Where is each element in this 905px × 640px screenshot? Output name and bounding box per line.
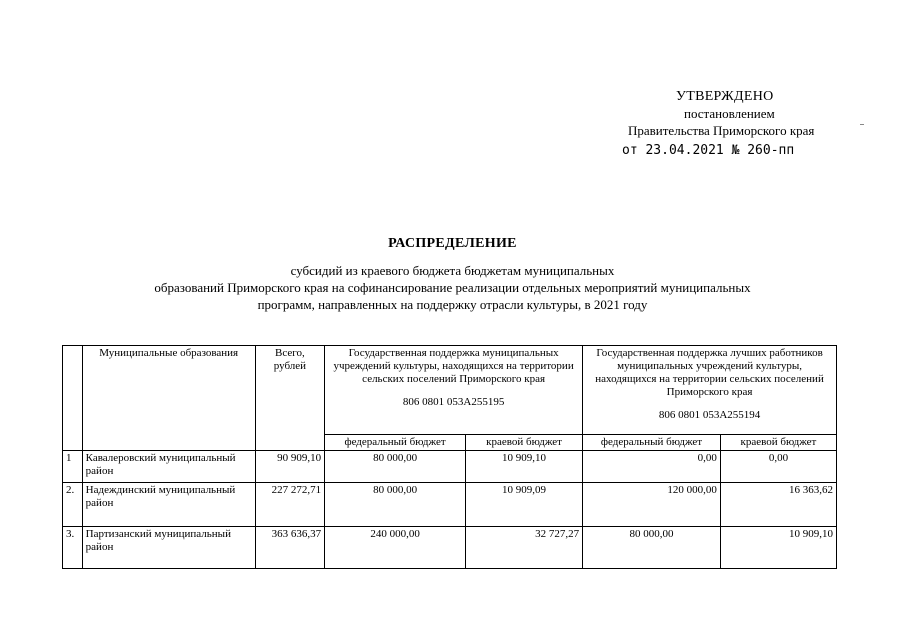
approval-block	[590, 88, 880, 159]
header-group1-code: 806 0801 053A255195	[402, 396, 505, 408]
scan-mark	[860, 124, 864, 125]
subtitle-line: субсидий из краевого бюджета бюджетам муниципальных	[290, 263, 615, 278]
header-g2-regional: краевой бюджет	[720, 435, 836, 451]
document-subtitle	[80, 262, 825, 313]
header-group1-title: Государственная поддержка муниципальных учреждений культуры, находящихся на территории сельских поселений Приморского края	[333, 347, 574, 385]
row-name: Партизанский муниципальный район	[82, 527, 255, 569]
distribution-table	[62, 345, 837, 569]
row-index: 3.	[63, 527, 83, 569]
document-title: РАСПРЕДЕЛЕНИЕ	[388, 236, 517, 251]
approval-by: постановлением	[684, 106, 775, 121]
row-g1-federal: 80 000,00	[325, 451, 466, 483]
row-total: 363 636,37	[255, 527, 324, 569]
table-row	[63, 451, 837, 483]
row-g1-federal: 240 000,00	[325, 527, 466, 569]
header-group2	[583, 346, 837, 435]
row-g2-regional: 0,00	[720, 451, 836, 483]
subtitle-line: программ, направленных на поддержку отрасли культуры, в 2021 году	[257, 297, 648, 312]
approval-date-number: от 23.04.2021 № 260-пп	[622, 143, 795, 158]
header-group1	[325, 346, 583, 435]
approval-authority: Правительства Приморского края	[628, 123, 815, 138]
header-index	[63, 346, 83, 451]
subtitle-line: образований Приморского края на софинансирование реализации отдельных мероприятий муниципальных	[154, 280, 751, 295]
row-name: Кавалеровский муниципальный район	[82, 451, 255, 483]
row-g1-regional: 10 909,10	[466, 451, 583, 483]
header-total: Всего, рублей	[255, 346, 324, 451]
row-total: 90 909,10	[255, 451, 324, 483]
row-index: 2.	[63, 483, 83, 527]
row-g1-federal: 80 000,00	[325, 483, 466, 527]
header-g2-federal: федеральный бюджет	[583, 435, 721, 451]
approval-title: УТВЕРЖДЕНО	[676, 89, 774, 104]
header-municipality: Муниципальные образования	[82, 346, 255, 451]
row-g2-federal: 0,00	[583, 451, 721, 483]
row-index: 1	[63, 451, 83, 483]
row-g1-regional: 32 727,27	[466, 527, 583, 569]
row-total: 227 272,71	[255, 483, 324, 527]
row-g2-regional: 10 909,10	[720, 527, 836, 569]
header-group2-title: Государственная поддержка лучших работников муниципальных учреждений культуры, находящихся на территории сельских поселений Приморского края	[595, 347, 824, 398]
header-group2-code: 806 0801 053A255194	[658, 409, 761, 421]
table-header-row	[63, 346, 837, 435]
row-name: Надеждинский муниципальный район	[82, 483, 255, 527]
row-g2-federal: 80 000,00	[583, 527, 721, 569]
row-g2-regional: 16 363,62	[720, 483, 836, 527]
header-g1-federal: федеральный бюджет	[325, 435, 466, 451]
row-g2-federal: 120 000,00	[583, 483, 721, 527]
row-g1-regional: 10 909,09	[466, 483, 583, 527]
table-row	[63, 527, 837, 569]
header-g1-regional: краевой бюджет	[466, 435, 583, 451]
table-row	[63, 483, 837, 527]
